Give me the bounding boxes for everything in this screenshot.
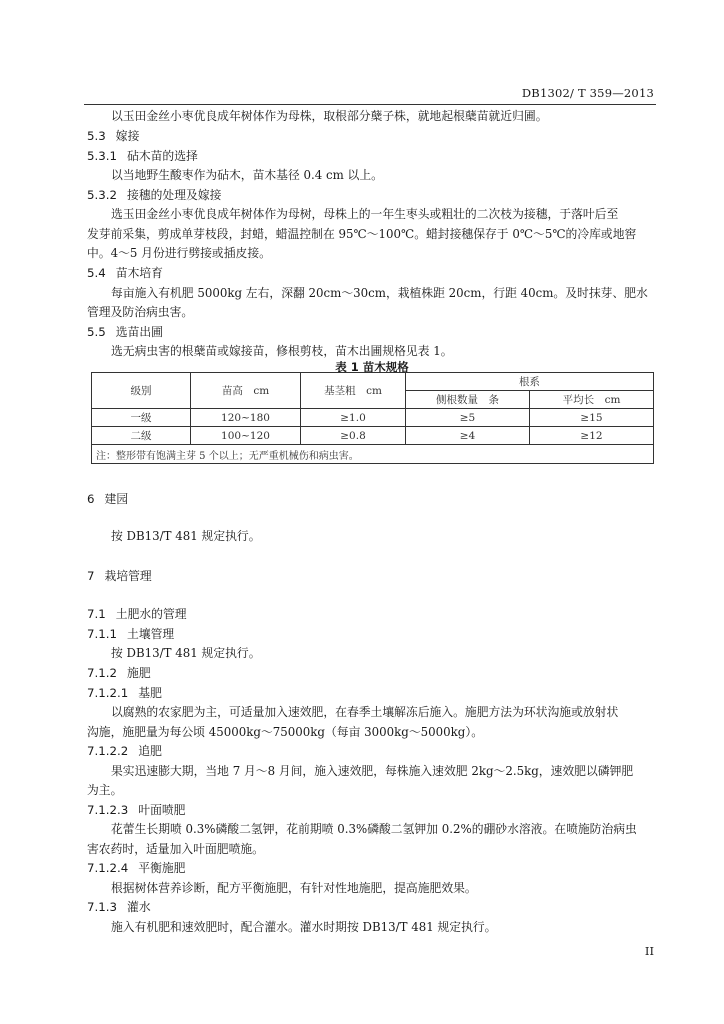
paragraph-line: 花蕾生长期喷 0.3%磷酸二氢钾，花前期喷 0.3%磷酸二氢钾加 0.2%的硼砂水溶液。在喷施防治病虫	[111, 822, 637, 836]
section-heading-5-3	[87, 129, 139, 144]
section-number: 7.1.2.2	[87, 744, 129, 758]
section-title: 接穗的处理及嫁接	[127, 188, 222, 202]
table-header-row	[92, 373, 654, 391]
paragraph-line: 中。4～5 月份进行劈接或插皮接。	[87, 246, 271, 260]
table-note-row	[92, 445, 654, 464]
section-title: 追肥	[138, 744, 162, 758]
section-number: 5.4	[87, 266, 106, 280]
cell-grade: 一级	[92, 409, 191, 427]
paragraph-line: 施入有机肥和速效肥时，配合灌水。灌水时期按 DB13/T 481 规定执行。	[111, 920, 497, 934]
header-rule	[84, 104, 656, 105]
section-heading-7-1-2-4	[87, 861, 185, 876]
cell-root-length: ≥15	[530, 409, 654, 427]
paragraph-line: 以玉田金丝小枣优良成年树体作为母株，取根部分蘖子株，就地起根蘖苗就近归圃。	[111, 109, 548, 123]
section-heading-5-5	[87, 325, 163, 340]
header-grade: 级别	[92, 373, 191, 409]
section-number: 5.3	[87, 129, 106, 143]
section-number: 5.3.2	[87, 188, 118, 202]
section-heading-7-1	[87, 607, 187, 622]
cell-grade: 二级	[92, 427, 191, 445]
section-heading-7-1-2-3	[87, 803, 185, 818]
section-title: 选苗出圃	[115, 325, 163, 339]
section-heading-6	[87, 492, 128, 507]
section-title: 土壤管理	[127, 627, 175, 641]
section-heading-7-1-3	[87, 900, 151, 915]
section-number: 7.1.2.3	[87, 803, 129, 817]
section-heading-7-1-1	[87, 627, 174, 642]
paragraph-line: 管理及防治病虫害。	[87, 305, 194, 319]
section-heading-7-1-2-2	[87, 744, 162, 759]
header-diameter: 基茎粗 cm	[301, 373, 406, 409]
table-row	[92, 427, 654, 445]
page-number: II	[644, 944, 654, 958]
section-title: 砧木苗的选择	[127, 149, 198, 163]
paragraph-line: 害农药时，适量加入叶面肥喷施。	[87, 842, 264, 856]
section-heading-5-4	[87, 266, 163, 281]
section-title: 土肥水的管理	[115, 607, 187, 621]
paragraph-line: 以当地野生酸枣作为砧木，苗木基径 0.4 cm 以上。	[111, 168, 383, 182]
section-title: 叶面喷肥	[138, 803, 186, 817]
paragraph-line: 选玉田金丝小枣优良成年树体作为母树，母株上的一年生枣头或粗壮的二次枝为接穗，于落叶后至	[111, 207, 619, 221]
paragraph-line: 选无病虫害的根蘖苗或嫁接苗，修根剪枝，苗木出圃规格见表 1。	[111, 344, 453, 358]
paragraph-line: 按 DB13/T 481 规定执行。	[111, 646, 261, 660]
paragraph-line: 每亩施入有机肥 5000kg 左右，深翻 20cm～30cm，栽植株距 20cm，行距 40cm。及时抹芽、肥水	[111, 286, 648, 300]
section-title: 建园	[104, 492, 129, 506]
section-number: 7	[87, 569, 95, 583]
section-heading-5-3-1	[87, 149, 198, 164]
section-heading-5-3-2	[87, 188, 221, 203]
section-number: 7.1.2.1	[87, 686, 129, 700]
paragraph-line: 沟施，施肥量为每公顷 45000kg～75000kg（每亩 3000kg～5000kg）。	[87, 725, 484, 739]
header-root-count: 侧根数量 条	[406, 391, 530, 409]
section-title: 灌水	[127, 900, 151, 914]
paragraph-line: 根据树体营养诊断，配方平衡施肥，有针对性地施肥，提高施肥效果。	[111, 881, 477, 895]
paragraph-line: 果实迅速膨大期，当地 7 月～8 月间，施入速效肥，每株施入速效肥 2kg～2.5kg，速效肥以磷钾肥	[111, 764, 634, 778]
section-number: 5.5	[87, 325, 106, 339]
section-title: 基肥	[138, 686, 162, 700]
header-root-length: 平均长 cm	[530, 391, 654, 409]
header-root: 根系	[406, 373, 654, 391]
section-number: 5.3.1	[87, 149, 118, 163]
standard-code: DB1302/ T 359—2013	[521, 86, 654, 100]
paragraph-line: 发芽前采集，剪成单芽枝段，封蜡，蜡温控制在 95℃～100℃。蜡封接穗保存于 0℃～5℃的冷库或地窖	[87, 227, 637, 241]
section-number: 7.1.2	[87, 666, 118, 680]
table-note: 注：整形带有饱满主芽 5 个以上；无严重机械伤和病虫害。	[92, 445, 654, 464]
section-heading-7-1-2-1	[87, 686, 162, 701]
section-number: 6	[87, 492, 95, 506]
cell-diameter: ≥0.8	[301, 427, 406, 445]
section-number: 7.1.2.4	[87, 861, 129, 875]
section-title: 施肥	[127, 666, 151, 680]
header-height: 苗高 cm	[191, 373, 301, 409]
cell-height: 100~120	[191, 427, 301, 445]
paragraph-line: 以腐熟的农家肥为主，可适量加入速效肥，在春季土壤解冻后施入。施肥方法为环状沟施或放射状	[111, 705, 619, 719]
table-row	[92, 409, 654, 427]
cell-root-count: ≥4	[406, 427, 530, 445]
section-title: 栽培管理	[104, 569, 152, 583]
section-heading-7-1-2	[87, 666, 151, 681]
section-title: 嫁接	[115, 129, 140, 143]
table-caption: 表 1 苗木规格	[335, 360, 409, 374]
section-number: 7.1.1	[87, 627, 118, 641]
section-number: 7.1	[87, 607, 106, 621]
section-heading-7	[87, 569, 152, 584]
section-title: 苗木培育	[115, 266, 163, 280]
section-number: 7.1.3	[87, 900, 118, 914]
section-title: 平衡施肥	[138, 861, 186, 875]
paragraph-line: 为主。	[87, 783, 123, 797]
paragraph-line: 按 DB13/T 481 规定执行。	[111, 529, 261, 543]
cell-diameter: ≥1.0	[301, 409, 406, 427]
cell-root-length: ≥12	[530, 427, 654, 445]
cell-root-count: ≥5	[406, 409, 530, 427]
cell-height: 120~180	[191, 409, 301, 427]
seedling-spec-table	[91, 372, 654, 464]
